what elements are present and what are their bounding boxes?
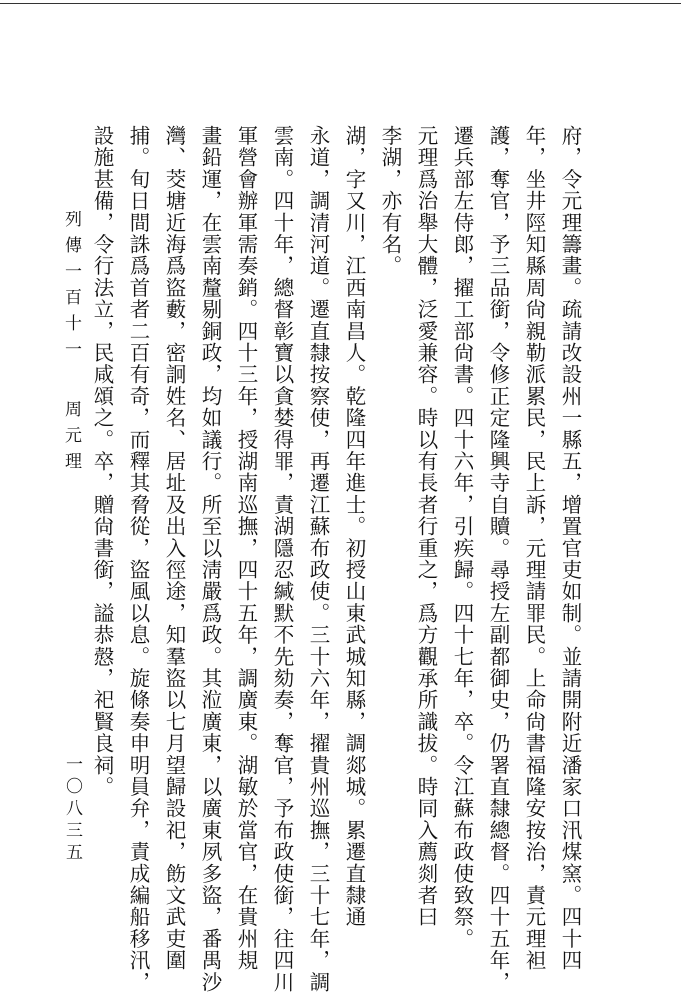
person-name: 周元理 — [61, 400, 81, 478]
text-column: 元理爲治舉大體，泛愛兼容。時以有長者行重之，爲方觀承所識拔。時同入薦剡者曰 — [414, 125, 438, 928]
text-column: 設施甚備，令行法立，民咸頌之。卒，贈尙書銜，謚恭慤，祀賢良祠。 — [90, 125, 114, 798]
margin-header — [60, 210, 84, 478]
text-column: 護，奪官，予三品銜，令修正定隆興寺自贖。尋授左副都御史，仍署直隸總督。四十五年， — [486, 125, 510, 993]
text-column: 遷兵部左侍郎，擢工部尙書。四十六年，引疾歸。四十七年，卒。令江蘇布政使致祭。 — [450, 125, 474, 950]
book-title: 列傳一百十一 — [61, 210, 81, 366]
text-column: 灣、茭塘近海爲盜藪，密詗姓名、居址及出入徑途，知羣盜以七月望歸設祀，飭文武吏圍 — [162, 125, 186, 972]
text-column: 捕。旬日間誅爲首者二百有奇，而釋其脅從，盜風以息。旋條奏申明員弁，責成編船移汛， — [126, 125, 150, 993]
text-column: 永道，調清河道。遷直隸按察使，再遷江蘇布政使。三十六年，擢貴州巡撫，三十七年，調 — [306, 125, 330, 993]
text-column: 李湖，亦有名。 — [378, 125, 402, 277]
text-column: 畫鉛運，在雲南釐剔銅政，均如議行。所至以淸嚴爲政。其涖廣東，以廣東夙多盜，番禺沙 — [198, 125, 222, 993]
text-column: 年，坐井陘知縣周尙親勒派累民，民上訴，元理請罪民。上命尙書福隆安按治，責元理袒 — [522, 125, 546, 972]
text-column: 府，令元理籌畫。疏請改設州一縣五，增置官吏如制。並請開附近潘家口汛煤窯。四十四 — [558, 125, 582, 972]
text-column: 湖，字又川，江西南昌人。乾隆四年進士。初授山東武城知縣，調郯城。累遷直隸通 — [342, 125, 366, 928]
text-column: 雲南。四十年，總督彰寶以貪婪得罪，責湖隱忍緘默不先劾奏，奪官，予布政使銜，往四川 — [270, 125, 294, 993]
page-number: 一〇八三五 — [62, 755, 82, 865]
top-border-line — [0, 3, 681, 4]
text-column: 軍營會辦軍需奏銷。四十三年，授湖南巡撫，四十五年，調廣東。湖敏於當官，在貴州規 — [234, 125, 258, 972]
